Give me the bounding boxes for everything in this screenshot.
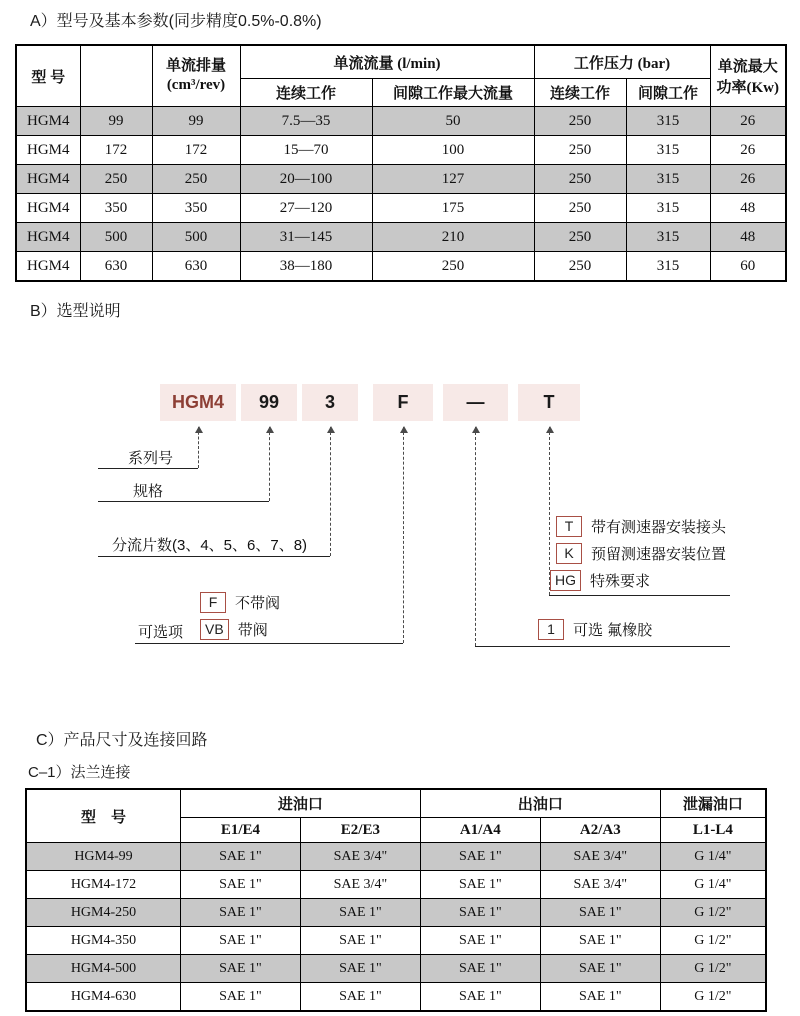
cell-flow-max: 210 — [372, 223, 534, 252]
cell-outlet1: SAE 1" — [420, 871, 540, 899]
arrow-spec — [269, 427, 270, 501]
cell-power: 48 — [710, 194, 786, 223]
cell-size: 250 — [80, 165, 152, 194]
option-k-desc: 预留测速器安装位置 — [591, 546, 727, 563]
header-inlet1: E1/E4 — [180, 818, 300, 843]
cell-power: 48 — [710, 223, 786, 252]
option-vb — [200, 619, 268, 640]
cell-pressure-continuous: 250 — [534, 223, 626, 252]
cell-flow-continuous: 20—100 — [240, 165, 372, 194]
code-box-sensor-option: T — [518, 384, 580, 421]
header-displacement — [152, 45, 240, 107]
header-inlet2: E2/E3 — [300, 818, 420, 843]
cell-model: HGM4 — [16, 252, 80, 282]
header-displacement-line1: 单流排量 — [165, 57, 226, 74]
header-displacement-line2: (cm³/rev) — [166, 77, 226, 93]
cell-pressure-intermittent: 315 — [626, 107, 710, 136]
option-f-desc: 不带阀 — [235, 595, 281, 612]
cell-inlet1: SAE 1" — [180, 983, 300, 1012]
arrow-valve-option — [403, 427, 404, 643]
arrow-series — [198, 427, 199, 468]
cell-inlet2: SAE 3/4" — [300, 843, 420, 871]
table-row — [26, 871, 766, 899]
cell-power: 26 — [710, 107, 786, 136]
cell-inlet2: SAE 1" — [300, 899, 420, 927]
cell-pressure-intermittent: 315 — [626, 252, 710, 282]
cell-inlet2: SAE 1" — [300, 955, 420, 983]
option-seal-desc: 可选 氟橡胶 — [573, 622, 653, 639]
code-box-valve-option: F — [373, 384, 433, 421]
table2-header-row-1 — [26, 789, 766, 818]
option-t — [556, 516, 726, 537]
cell-pressure-intermittent: 315 — [626, 223, 710, 252]
table-row — [16, 223, 786, 252]
cell-pressure-continuous: 250 — [534, 107, 626, 136]
header-outlet-group: 出油口 — [420, 789, 660, 818]
cell-outlet2: SAE 3/4" — [540, 871, 660, 899]
option-f — [200, 592, 280, 613]
option-hg — [550, 570, 650, 591]
cell-flow-max: 250 — [372, 252, 534, 282]
header-blank — [80, 45, 152, 107]
cell-outlet2: SAE 1" — [540, 899, 660, 927]
arrow-up-icon — [400, 426, 408, 433]
cell-inlet2: SAE 1" — [300, 983, 420, 1012]
valve-options-line — [135, 643, 403, 644]
seal-option-line — [475, 646, 730, 647]
arrow-up-icon — [195, 426, 203, 433]
code-chip-1: 1 — [538, 619, 564, 640]
cell-displacement: 172 — [152, 136, 240, 165]
cell-model: HGM4-172 — [26, 871, 180, 899]
code-chip-t: T — [556, 516, 582, 537]
cell-flow-continuous: 31—145 — [240, 223, 372, 252]
header-model: 型 号 — [16, 45, 80, 107]
cell-pressure-intermittent: 315 — [626, 165, 710, 194]
cell-size: 172 — [80, 136, 152, 165]
cell-drain: G 1/2" — [660, 955, 766, 983]
cell-displacement: 250 — [152, 165, 240, 194]
cell-outlet1: SAE 1" — [420, 843, 540, 871]
code-chip-f: F — [200, 592, 226, 613]
cell-size: 99 — [80, 107, 152, 136]
cell-size: 630 — [80, 252, 152, 282]
table-row — [26, 843, 766, 871]
cell-pressure-intermittent: 315 — [626, 194, 710, 223]
header-inlet-group: 进油口 — [180, 789, 420, 818]
option-t-desc: 带有测速器安装接头 — [591, 519, 727, 536]
cell-model: HGM4-350 — [26, 927, 180, 955]
cell-inlet1: SAE 1" — [180, 871, 300, 899]
cell-inlet2: SAE 3/4" — [300, 871, 420, 899]
cell-power: 26 — [710, 165, 786, 194]
header-drain-group: 泄漏油口 — [660, 789, 766, 818]
section-c1-title: C–1）法兰连接 — [28, 764, 131, 781]
cell-outlet2: SAE 1" — [540, 955, 660, 983]
code-chip-vb: VB — [200, 619, 229, 640]
table1-header-row-1 — [16, 45, 786, 79]
table-row — [16, 107, 786, 136]
cell-flow-max: 127 — [372, 165, 534, 194]
arrow-up-icon — [266, 426, 274, 433]
header-drain: L1-L4 — [660, 818, 766, 843]
cell-flow-continuous: 7.5—35 — [240, 107, 372, 136]
option-vb-desc: 带阀 — [237, 622, 268, 639]
series-line — [98, 468, 198, 469]
header-pressure-continuous: 连续工作 — [534, 79, 626, 107]
section-c-title: C）产品尺寸及连接回路 — [36, 732, 208, 749]
option-hg-desc: 特殊要求 — [590, 573, 651, 590]
cell-displacement: 350 — [152, 194, 240, 223]
sections-line — [98, 556, 330, 557]
arrow-up-icon — [472, 426, 480, 433]
cell-model: HGM4 — [16, 107, 80, 136]
header-max-power: 单流最大功率(Kw) — [710, 45, 786, 107]
cell-drain: G 1/2" — [660, 927, 766, 955]
header-pressure-intermittent: 间隙工作 — [626, 79, 710, 107]
cell-model: HGM4 — [16, 165, 80, 194]
sections-label: 分流片数(3、4、5、6、7、8) — [112, 537, 308, 554]
cell-flow-continuous: 27—120 — [240, 194, 372, 223]
code-chip-hg: HG — [550, 570, 581, 591]
cell-pressure-intermittent: 315 — [626, 136, 710, 165]
header-pressure-group: 工作压力 (bar) — [534, 45, 710, 79]
cell-model: HGM4-500 — [26, 955, 180, 983]
code-box-seal-option: — — [443, 384, 508, 421]
series-label: 系列号 — [128, 450, 174, 467]
cell-outlet2: SAE 1" — [540, 983, 660, 1012]
option-seal — [538, 619, 652, 640]
cell-drain: G 1/2" — [660, 899, 766, 927]
cell-inlet1: SAE 1" — [180, 927, 300, 955]
cell-model: HGM4 — [16, 223, 80, 252]
cell-flow-continuous: 38—180 — [240, 252, 372, 282]
cell-outlet1: SAE 1" — [420, 983, 540, 1012]
cell-outlet1: SAE 1" — [420, 927, 540, 955]
cell-pressure-continuous: 250 — [534, 252, 626, 282]
options-label: 可选项 — [138, 624, 184, 641]
cell-power: 60 — [710, 252, 786, 282]
code-box-sections: 3 — [302, 384, 358, 421]
table-row — [16, 136, 786, 165]
flange-connection-table — [25, 788, 767, 1012]
spec-line — [98, 501, 269, 502]
cell-outlet2: SAE 1" — [540, 927, 660, 955]
cell-displacement: 99 — [152, 107, 240, 136]
cell-drain: G 1/4" — [660, 871, 766, 899]
arrow-up-icon — [327, 426, 335, 433]
table-row — [16, 252, 786, 282]
cell-flow-max: 175 — [372, 194, 534, 223]
cell-pressure-continuous: 250 — [534, 136, 626, 165]
cell-outlet2: SAE 3/4" — [540, 843, 660, 871]
cell-outlet1: SAE 1" — [420, 899, 540, 927]
table-row — [26, 955, 766, 983]
option-k — [556, 543, 726, 564]
section-b-title: B）选型说明 — [30, 303, 121, 320]
cell-pressure-continuous: 250 — [534, 165, 626, 194]
cell-size: 350 — [80, 194, 152, 223]
cell-model: HGM4 — [16, 194, 80, 223]
code-box-series: HGM4 — [160, 384, 236, 421]
sensor-options-line — [549, 595, 730, 596]
basic-parameters-table — [15, 44, 787, 282]
table-row — [26, 899, 766, 927]
arrow-up-icon — [546, 426, 554, 433]
cell-power: 26 — [710, 136, 786, 165]
cell-drain: G 1/4" — [660, 843, 766, 871]
table-row — [26, 927, 766, 955]
cell-model: HGM4-250 — [26, 899, 180, 927]
cell-inlet2: SAE 1" — [300, 927, 420, 955]
header-flow-continuous: 连续工作 — [240, 79, 372, 107]
cell-model: HGM4-630 — [26, 983, 180, 1012]
cell-inlet1: SAE 1" — [180, 955, 300, 983]
cell-inlet1: SAE 1" — [180, 843, 300, 871]
code-box-spec: 99 — [241, 384, 297, 421]
cell-flow-max: 50 — [372, 107, 534, 136]
cell-size: 500 — [80, 223, 152, 252]
table-row — [16, 165, 786, 194]
cell-inlet1: SAE 1" — [180, 899, 300, 927]
header-model: 型 号 — [26, 789, 180, 843]
cell-pressure-continuous: 250 — [534, 194, 626, 223]
section-a-title: A）型号及基本参数(同步精度0.5%-0.8%) — [30, 13, 322, 30]
cell-displacement: 500 — [152, 223, 240, 252]
header-outlet1: A1/A4 — [420, 818, 540, 843]
cell-outlet1: SAE 1" — [420, 955, 540, 983]
cell-model: HGM4-99 — [26, 843, 180, 871]
header-flow-group: 单流流量 (l/min) — [240, 45, 534, 79]
table-row — [16, 194, 786, 223]
spec-label: 规格 — [133, 483, 164, 500]
cell-drain: G 1/2" — [660, 983, 766, 1012]
arrow-sections — [330, 427, 331, 556]
arrow-seal-option — [475, 427, 476, 646]
cell-model: HGM4 — [16, 136, 80, 165]
table-row — [26, 983, 766, 1012]
cell-flow-max: 100 — [372, 136, 534, 165]
cell-displacement: 630 — [152, 252, 240, 282]
header-flow-intermittent-max: 间隙工作最大流量 — [372, 79, 534, 107]
header-outlet2: A2/A3 — [540, 818, 660, 843]
cell-flow-continuous: 15—70 — [240, 136, 372, 165]
code-chip-k: K — [556, 543, 582, 564]
